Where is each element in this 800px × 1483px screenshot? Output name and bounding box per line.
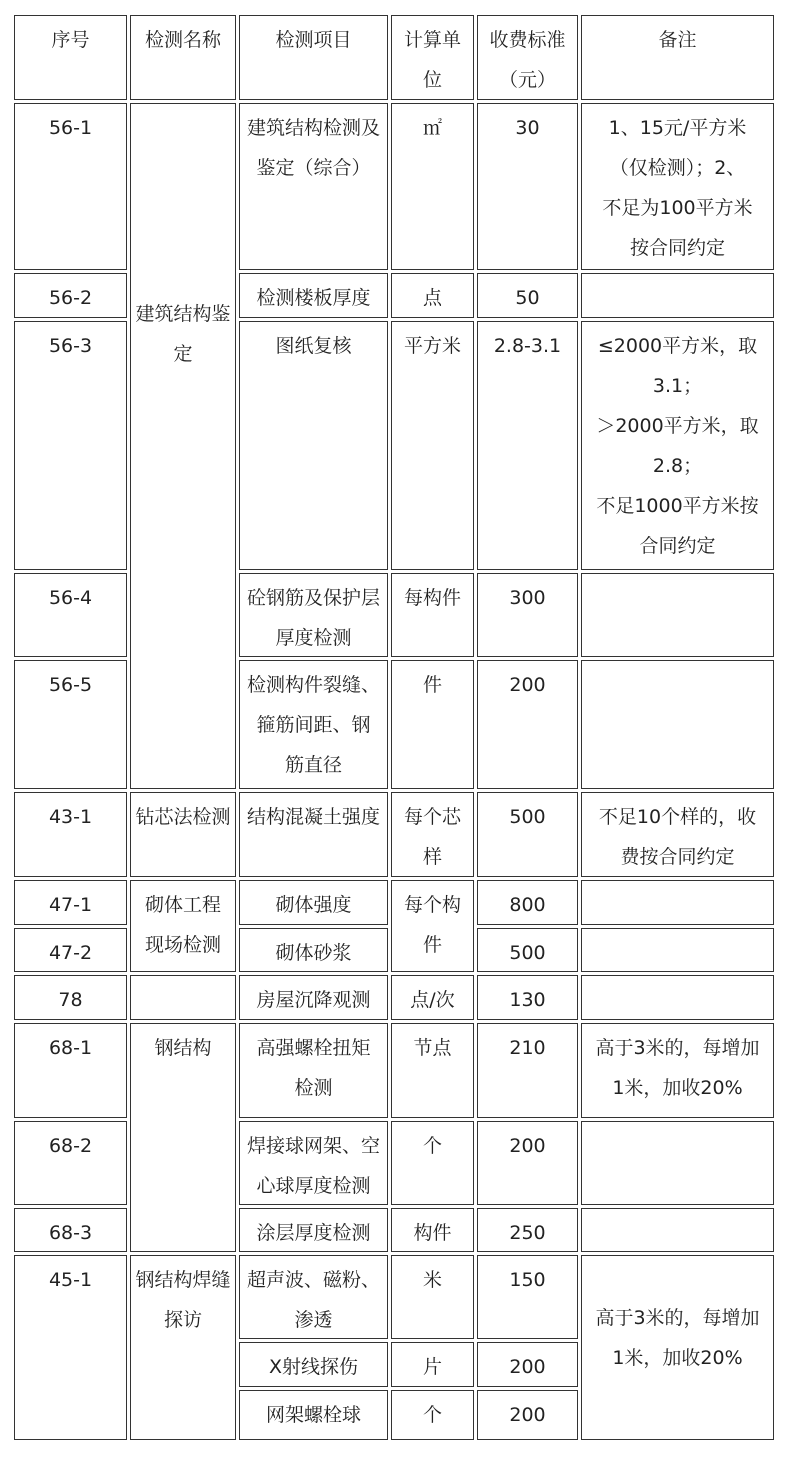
row-seq: 56-2 — [14, 273, 127, 318]
row-seq: 43-1 — [14, 792, 127, 877]
group-steel: 钢结构 — [130, 1023, 236, 1252]
row-item: 砼钢筋及保护层 厚度检测 — [239, 573, 388, 657]
row-item: 检测构件裂缝、 箍筋间距、钢 筋直径 — [239, 660, 388, 789]
row-unit: 件 — [391, 660, 474, 789]
row-item: 图纸复核 — [239, 321, 388, 570]
row-price: 250 — [477, 1208, 578, 1252]
row-seq: 78 — [14, 975, 127, 1020]
row-remark: ≤2000平方米，取 3.1； ＞2000平方米，取 2.8； 不足1000平方米按 合同约定 — [581, 321, 774, 570]
row-price: 200 — [477, 660, 578, 789]
masonry-unit: 每个构 件 — [391, 880, 474, 972]
row-item: 砌体砂浆 — [239, 928, 388, 972]
row-unit: 每个芯 样 — [391, 792, 474, 877]
row-price: 130 — [477, 975, 578, 1020]
row-unit: 平方米 — [391, 321, 474, 570]
row-remark — [581, 1121, 774, 1205]
row-seq: 68-1 — [14, 1023, 127, 1118]
header-unit: 计算单 位 — [391, 15, 474, 100]
row-unit: 构件 — [391, 1208, 474, 1252]
group-core: 钻芯法检测 — [130, 792, 236, 877]
row-seq: 56-1 — [14, 103, 127, 270]
row-price: 300 — [477, 573, 578, 657]
row-unit: 个 — [391, 1390, 474, 1440]
group-masonry: 砌体工程 现场检测 — [130, 880, 236, 972]
header-remark: 备注 — [581, 15, 774, 100]
row-remark — [581, 660, 774, 789]
row-item: 焊接球网架、空 心球厚度检测 — [239, 1121, 388, 1205]
row-price: 500 — [477, 928, 578, 972]
row-seq: 56-3 — [14, 321, 127, 570]
row-price: 200 — [477, 1390, 578, 1440]
row-price: 30 — [477, 103, 578, 270]
header-seq: 序号 — [14, 15, 127, 100]
row-item: 砌体强度 — [239, 880, 388, 925]
row-unit: 点 — [391, 273, 474, 318]
row-item: X射线探伤 — [239, 1342, 388, 1387]
row-item: 涂层厚度检测 — [239, 1208, 388, 1252]
row-item: 检测楼板厚度 — [239, 273, 388, 318]
header-item: 检测项目 — [239, 15, 388, 100]
row-price: 210 — [477, 1023, 578, 1118]
row-item: 超声波、磁粉、 渗透 — [239, 1255, 388, 1339]
row-seq: 47-1 — [14, 880, 127, 925]
row-seq: 56-5 — [14, 660, 127, 789]
row-seq: 68-2 — [14, 1121, 127, 1205]
row-item: 高强螺栓扭矩 检测 — [239, 1023, 388, 1118]
row-unit: 片 — [391, 1342, 474, 1387]
row-remark — [581, 573, 774, 657]
row-seq: 45-1 — [14, 1255, 127, 1440]
weld-remark: 高于3米的，每增加 1米，加收20% — [581, 1255, 774, 1440]
row-unit: 个 — [391, 1121, 474, 1205]
row-unit: 每构件 — [391, 573, 474, 657]
group-structure: 建筑结构鉴 定 — [130, 103, 236, 789]
row-unit: 米 — [391, 1255, 474, 1339]
row-remark — [581, 975, 774, 1020]
group-settlement — [130, 975, 236, 1020]
row-remark — [581, 273, 774, 318]
row-price: 50 — [477, 273, 578, 318]
row-remark — [581, 880, 774, 925]
row-item: 结构混凝土强度 — [239, 792, 388, 877]
row-unit: 点/次 — [391, 975, 474, 1020]
row-item: 房屋沉降观测 — [239, 975, 388, 1020]
row-price: 150 — [477, 1255, 578, 1339]
header-price: 收费标准 （元） — [477, 15, 578, 100]
row-remark — [581, 1208, 774, 1252]
row-remark: 不足10个样的，收 费按合同约定 — [581, 792, 774, 877]
row-seq: 47-2 — [14, 928, 127, 972]
row-item: 网架螺栓球 — [239, 1390, 388, 1440]
row-price: 500 — [477, 792, 578, 877]
header-name: 检测名称 — [130, 15, 236, 100]
row-price: 2.8-3.1 — [477, 321, 578, 570]
row-unit: ㎡ — [391, 103, 474, 270]
row-price: 800 — [477, 880, 578, 925]
row-price: 200 — [477, 1121, 578, 1205]
row-remark — [581, 928, 774, 972]
row-price: 200 — [477, 1342, 578, 1387]
row-remark: 高于3米的，每增加 1米，加收20% — [581, 1023, 774, 1118]
row-item: 建筑结构检测及 鉴定（综合） — [239, 103, 388, 270]
row-seq: 56-4 — [14, 573, 127, 657]
group-weld: 钢结构焊缝 探访 — [130, 1255, 236, 1440]
row-seq: 68-3 — [14, 1208, 127, 1252]
row-unit: 节点 — [391, 1023, 474, 1118]
row-remark: 1、15元/平方米 （仅检测）；2、 不足为100平方米 按合同约定 — [581, 103, 774, 270]
